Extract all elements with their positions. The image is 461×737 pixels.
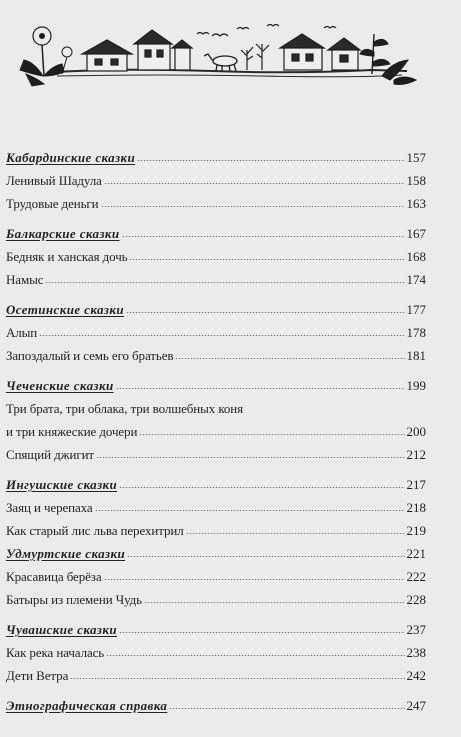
toc-entry-page: 199 <box>406 378 426 393</box>
toc-entry-title: Дети Ветра <box>6 668 69 683</box>
dot-leader <box>169 708 404 709</box>
toc-section-udmurt[interactable] <box>6 542 426 565</box>
toc-entry-page: 242 <box>406 668 426 683</box>
toc-entry-page: 178 <box>406 325 426 340</box>
toc-entry-page: 218 <box>406 500 426 515</box>
dot-leader <box>129 259 404 260</box>
toc-section-chuvash[interactable] <box>6 618 426 641</box>
dot-leader <box>186 533 405 534</box>
toc-entry-title: Бедняк и ханская дочь <box>6 249 128 264</box>
toc-section-ingush[interactable] <box>6 473 426 496</box>
toc-entry[interactable] <box>6 588 426 611</box>
toc-entry-title: Заяц и черепаха <box>6 500 93 515</box>
toc-entry[interactable] <box>6 245 426 268</box>
dot-leader <box>126 312 405 313</box>
toc-entry-title: Как река началась <box>6 645 105 660</box>
dot-leader <box>45 282 404 283</box>
toc-entry[interactable] <box>6 641 426 664</box>
toc-entry-title: Запоздалый и семь его братьев <box>6 348 174 363</box>
toc-entry-page: 157 <box>406 150 426 165</box>
toc-entry[interactable] <box>6 565 426 588</box>
toc-entry-page: 158 <box>406 173 426 188</box>
toc-entry-title: Этнографическая справка <box>6 698 168 713</box>
toc-entry-title: Красавица берёза <box>6 569 102 584</box>
dot-leader <box>70 678 404 679</box>
toc-entry-title: Три брата, три облака, три волшебных коня <box>6 401 244 416</box>
dot-leader <box>144 602 405 603</box>
toc-entry-title: Балкарские сказки <box>6 226 120 241</box>
toc-entry-continued[interactable] <box>6 397 426 420</box>
toc-section-ossetian[interactable] <box>6 298 426 321</box>
toc-entry[interactable] <box>6 321 426 344</box>
toc-entry-title: Удмуртские сказки <box>6 546 126 561</box>
toc-entry-page: 163 <box>406 196 426 211</box>
dot-leader <box>104 183 405 184</box>
toc-entry-page: 212 <box>406 447 426 462</box>
toc-entry-title: Трудовые деньги <box>6 196 99 211</box>
toc-entry-title: Чувашские сказки <box>6 622 117 637</box>
toc-entry-page: 217 <box>406 477 426 492</box>
toc-entry-page: 247 <box>406 698 426 713</box>
toc-entry-title: Ингушские сказки <box>6 477 118 492</box>
toc-entry-title: Чеченские сказки <box>6 378 114 393</box>
toc-entry-title: Намыс <box>6 272 44 287</box>
toc-section-balkar[interactable] <box>6 222 426 245</box>
dot-leader <box>127 556 404 557</box>
village-vignette <box>12 14 444 96</box>
dot-leader <box>175 358 404 359</box>
toc-entry-title: Спящий джигит <box>6 447 95 462</box>
dot-leader <box>106 655 404 656</box>
toc-entry-page: 177 <box>406 302 426 317</box>
toc-entry-title: Батыры из племени Чудь <box>6 592 142 607</box>
toc-entry[interactable] <box>6 420 426 443</box>
toc-entry[interactable] <box>6 192 426 215</box>
dot-leader <box>95 510 405 511</box>
toc-entry-title: Как старый лис льва перехитрил <box>6 523 184 538</box>
toc-entry-page: 237 <box>406 622 426 637</box>
toc-entry-page: 238 <box>406 645 426 660</box>
toc-section-ethnographic[interactable] <box>6 694 426 717</box>
toc-entry-page: 200 <box>406 424 426 439</box>
toc-entry-title: Алып <box>6 325 38 340</box>
toc-entry[interactable] <box>6 344 426 367</box>
toc-entry-page: 228 <box>406 592 426 607</box>
toc-entry[interactable] <box>6 519 426 542</box>
toc-entry[interactable] <box>6 496 426 519</box>
toc-entry-title: Кабардинские сказки <box>6 150 136 165</box>
toc-entry-page: 167 <box>406 226 426 241</box>
toc-entry-page: 168 <box>406 249 426 264</box>
dot-leader <box>139 434 404 435</box>
toc-entry-title: Ленивый Шадула <box>6 173 102 188</box>
dot-leader <box>104 579 405 580</box>
toc-entry-page: 181 <box>406 348 426 363</box>
toc-entry-page: 219 <box>406 523 426 538</box>
toc-section-kabardian[interactable] <box>6 146 426 169</box>
dot-leader <box>137 160 404 161</box>
toc-entry-title: Осетинские сказки <box>6 302 124 317</box>
toc-section-chechen[interactable] <box>6 374 426 397</box>
dot-leader <box>119 487 404 488</box>
toc-entry[interactable] <box>6 443 426 466</box>
dot-leader <box>101 206 405 207</box>
dot-leader <box>39 335 404 336</box>
dot-leader <box>96 457 404 458</box>
toc-entry[interactable] <box>6 268 426 291</box>
dot-leader <box>119 632 405 633</box>
toc-entry-page: 222 <box>406 569 426 584</box>
dot-leader <box>116 388 405 389</box>
toc-entry-page: 174 <box>406 272 426 287</box>
table-of-contents <box>6 146 426 717</box>
toc-entry-title: и три княжеские дочери <box>6 424 138 439</box>
toc-entry-page: 221 <box>406 546 426 561</box>
dot-leader <box>122 236 405 237</box>
toc-entry[interactable] <box>6 169 426 192</box>
toc-entry[interactable] <box>6 664 426 687</box>
